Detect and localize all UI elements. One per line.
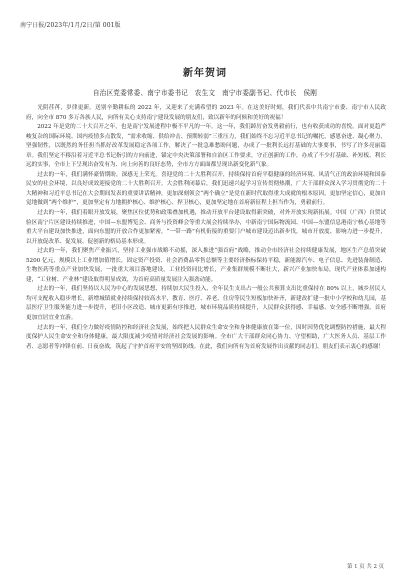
page-number: 第 1 页 共 2 页	[347, 564, 384, 570]
article-paragraph: 2022 年是党的二十大召开之年，也是南宁发展进程中极不平凡的一年。这一年，我们踔厉奋发勇毅前行，也有收获成功的喜悦。面对更趋严峻复杂的国际环境、国内疫情多点散发，“需求收缩、供给冲击、预期转弱”三重压力，我们始终不忘习近平总书记的嘱托，感恩奋进、凝心聚力，坚强韧性，以既然的务任担当抓好改革发展稳定各项工作，解决了一批急难愁盼问题，办成了一批利长远打基础的大事要事，书写了许多亮丽篇章。我们坚定不移沿着习近平总书记指引的方向前进，锚定中央决策部署和自治区工作要求，守正创新的工作，办成了不少打基础、补短板、利长远的实事，全市上下呈现出奋发有为、向上向善的良好态势，全市方方面面都呈现出新变化新气象。	[26, 124, 386, 169]
article-paragraph: 过去的一年，我们聚焦产业振兴，坚持工业强市战略不动摇，深入推进“强首府”战略，推动全市经济社会持续健康发展，地区生产总值突破 5200 亿元，规模以上工业增加值增长，固定资产投资、社会消费品零售总额等主要经济指标保持平稳，新能源汽车、电子信息、先进装备制造、生物医药等重点产业加快发展，一批重大项目落地建设，工业投资同比增长，产业集群规模不断壮大，新兴产业加快布局，现代产业体系加速构建，“工业树、产业林”建设取得明显成效，为首府高质量发展注入强劲动能。	[26, 248, 386, 283]
article-paragraph: 光阴荏苒，岁律更新。送别辛勤耕耘的 2022 年，又迎来了充满希望的 2023 年。在这美好时刻，我们代表中共南宁市委、南宁市人民政府，向全市 870 多万各族人民，向所有关心支持南宁建设发展的朋友们，致以新年的问候和美好的祝福！	[26, 105, 386, 121]
article-paragraph: 过去的一年，我们满怀豪情期盼，深感无上荣光。喜迎党的二十大胜利召开，持续保持首府平稳健康的经济环境、风清气正的政治环境和国泰民安的社会环境，以良好成效迎接党的二十大胜利召开。大会胜利闭幕后，我们迅速兴起学习宣传贯彻热潮，广大干部群众深入学习贯彻党的二十大精神和习近平总书记在大会期间发表的重要讲话精神，更加深刻领会“两个确立”是党在新时代取得重大成就的根本原因，更加坚定信心，更加自觉地做到“两个维护”，更加坚定有力地拥护核心、维护核心、捍卫核心，更加坚定地在首府新征程上担当作为，勇毅前行。	[26, 171, 386, 207]
article-paragraph: 过去的一年，我们全力做好疫情防控和经济社会发展，始终把人民群众生命安全和身体健康放在第一位，因时因势优化调整防控措施，最大程度保护人民生命安全和身体健康，最大限度减少疫情对经济社会发展的影响。全市广大干部群众同心协力、守望相助，广大医务人员、基层工作者、志愿者等冲锋在前、日夜奋战，筑起了守护首府平安的坚固防线。在此，我们向所有为首府发展作出贡献的同志们、朋友们表示衷心的感谢！	[26, 324, 386, 350]
article-title: 新年贺词	[183, 68, 227, 79]
article-body	[26, 104, 386, 352]
newspaper-source-line: 南宁日报/2023年/1月/2日/第 001版	[20, 22, 121, 29]
article-byline: 自治区党委常委、南宁市委书记 农生文 南宁市委副书记、代市长 侯刚	[92, 89, 318, 97]
article-paragraph: 过去的一年，我们坚持以人民为中心的发展思想，持续加大民生投入，全年民生支出占一般公共预算支出比重保持在 80% 以上，城乡居民人均可支配收入稳步增长，新增城镇就业持续保持较高水平，教育、医疗、养老、住房等民生短板加快补齐，新建改扩建一批中小学校和幼儿园，基层医疗卫生服务能力进一步提升，老旧小区改造、城市更新有序推进，城市环境品质持续提升，人民群众获得感、幸福感、安全感不断增强，首府更加宜居宜业宜游。	[26, 286, 386, 322]
article-paragraph: 过去的一年，我们着眼开放发展，聚焦区位优势和政策叠加机遇，推动开放平台建设取得新突破，对外开放实现新拓展。中国（广西）自贸试验区南宁片区建设持续推进，中国—东盟博览会、商务与投资峰会等重大展会持续举办，中新南宁国际物流园、中国—东盟信息港南宁核心基地等重大平台建设加快推进，面向东盟的开放合作更加紧密，“一带一路”有机衔接的重要门户城市建设迈出新步伐，城市开放度、影响力进一步提升，以开放促改革、促发展、促创新的格局基本形成。	[26, 210, 386, 245]
